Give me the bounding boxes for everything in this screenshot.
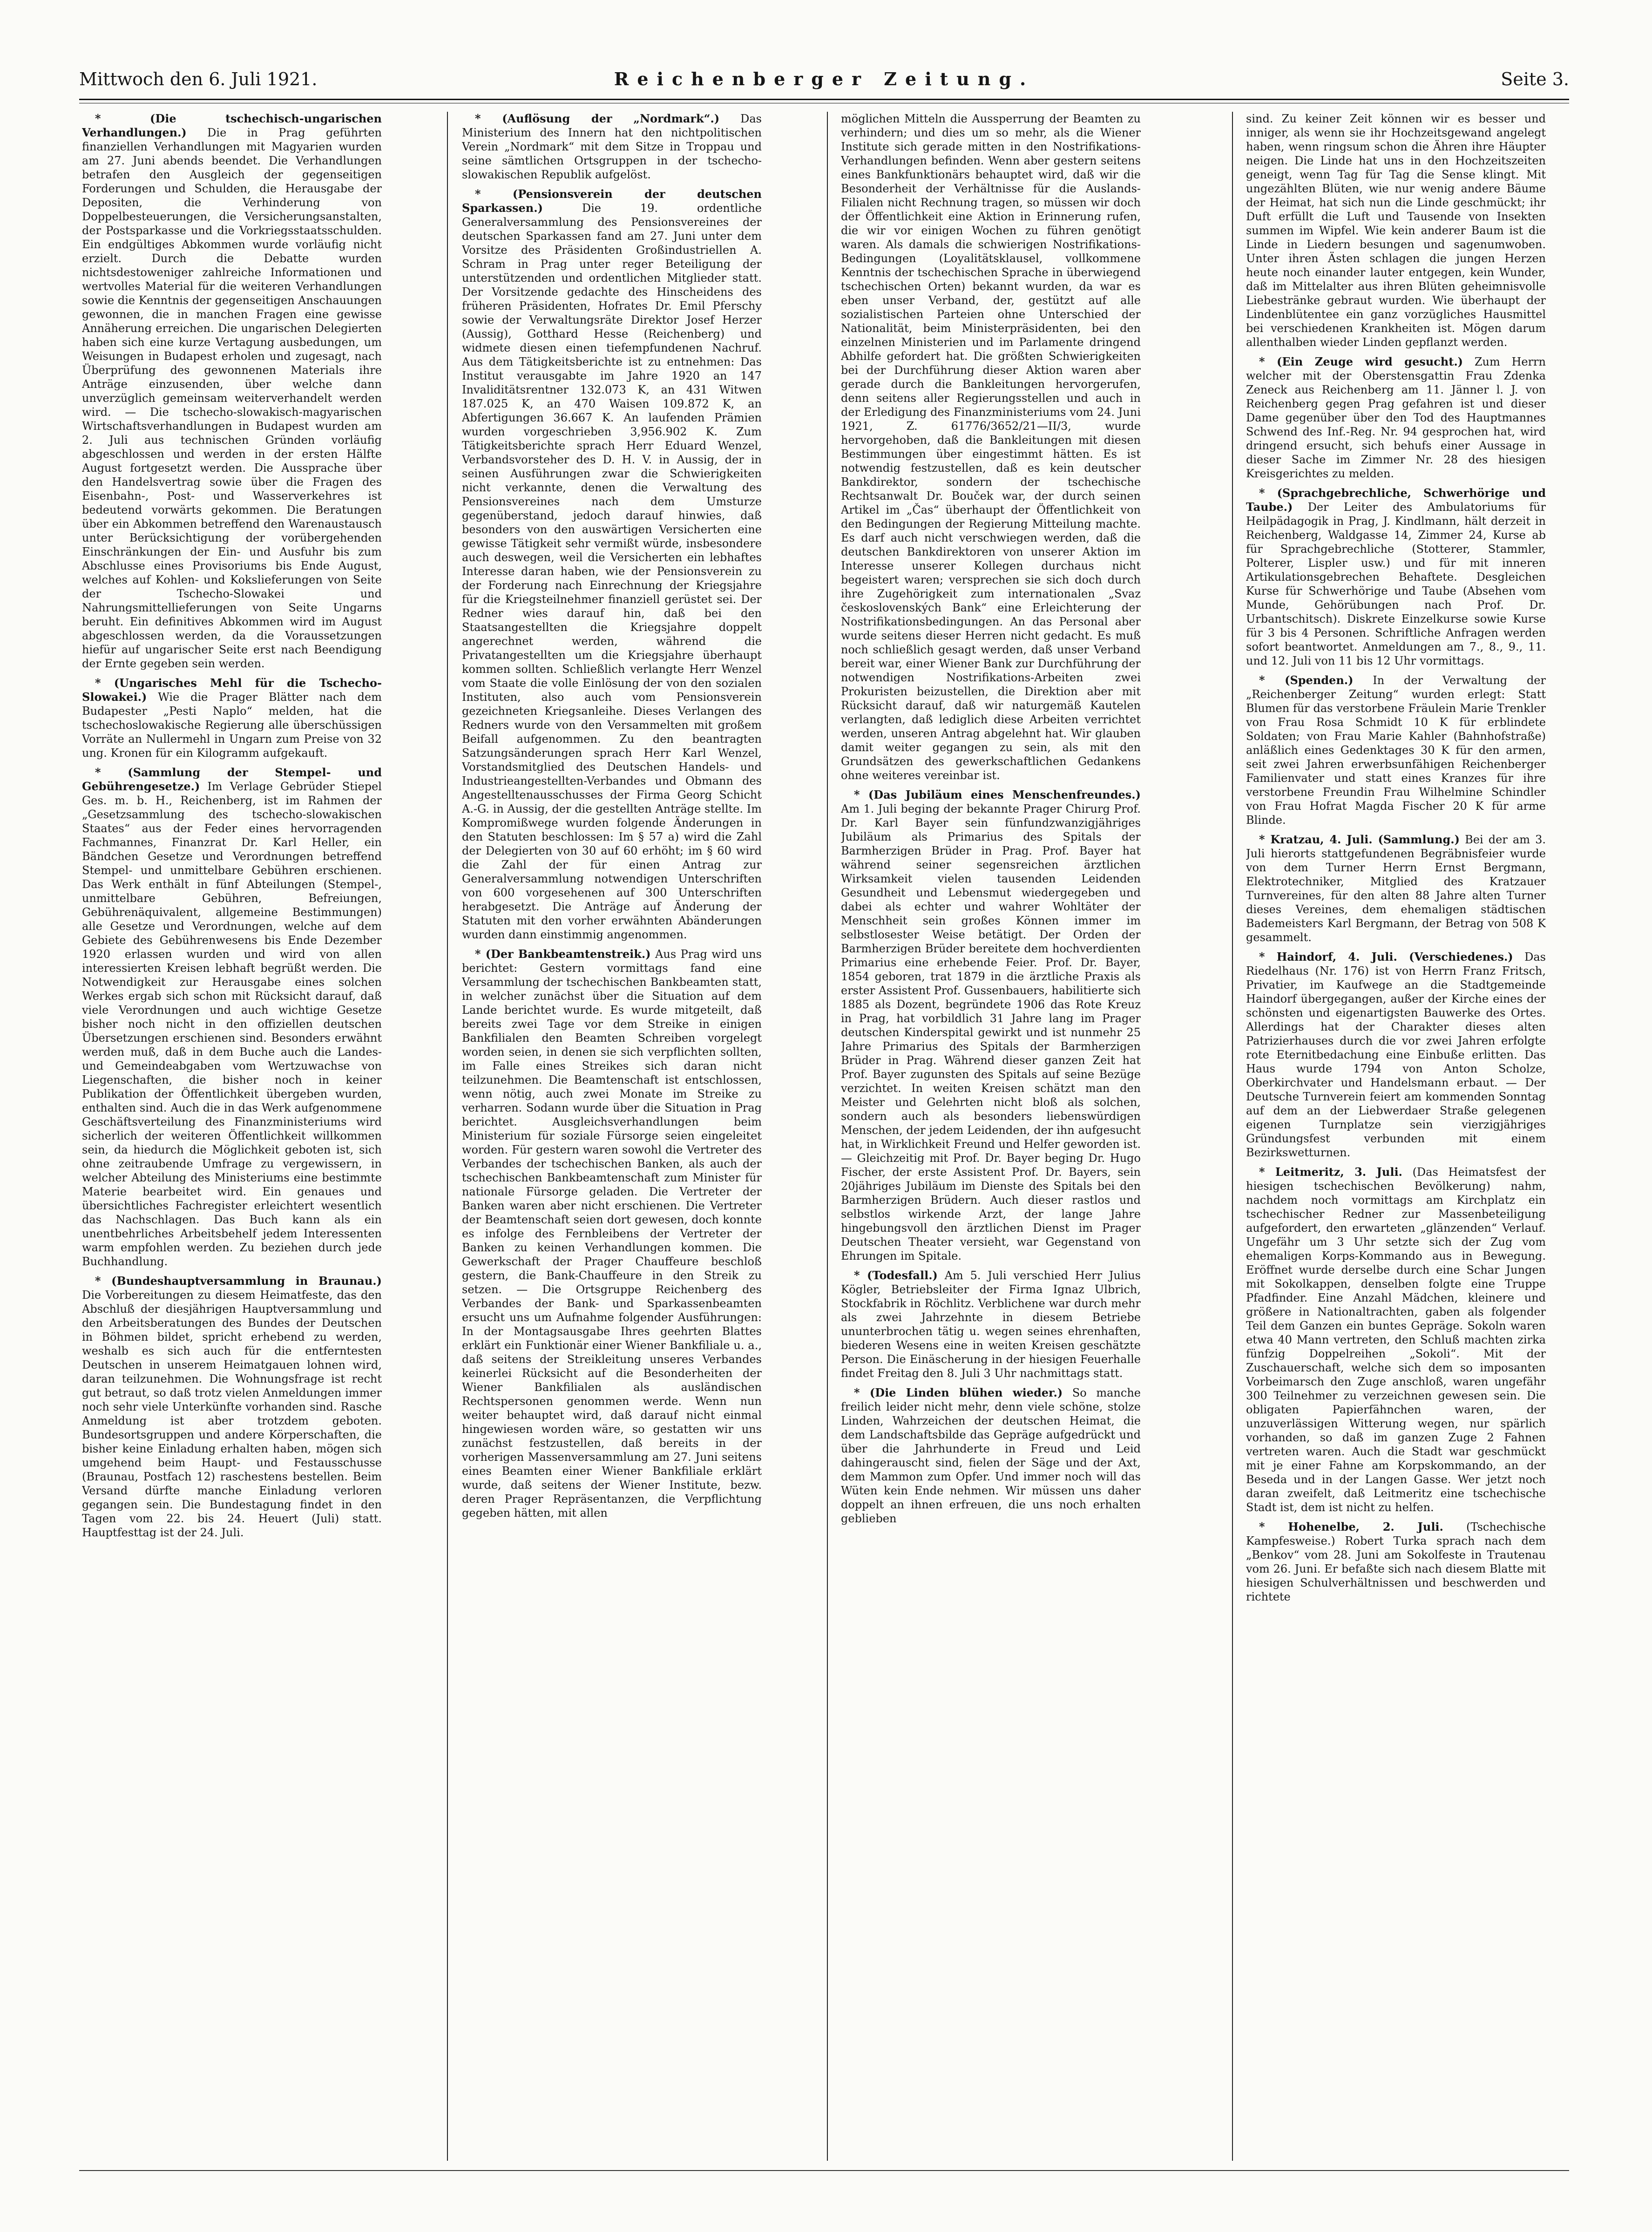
- page-header: [79, 65, 1569, 99]
- article: [1246, 355, 1546, 481]
- article-headline: * (Bundeshauptversammlung in Braunau.): [95, 1274, 382, 1288]
- article: [841, 1386, 1141, 1526]
- article: [462, 187, 762, 942]
- article-headline: * (Spenden.): [1259, 673, 1354, 687]
- column-2: [462, 112, 762, 2161]
- article-headline: * Leitmeritz, 3. Juli.: [1259, 1165, 1402, 1179]
- article: [82, 112, 382, 671]
- article: [841, 788, 1141, 1263]
- article: [1246, 486, 1546, 668]
- column-1: [82, 112, 382, 2161]
- article: [1246, 950, 1546, 1160]
- article-headline: * (Pensionsverein der deutschen Sparkassen.): [462, 187, 762, 215]
- article-text: Zum Herrn welcher mit der Oberstensgattin Frau Zdenka Zeneck aus Reichenberg am 11. Jänner l. J. von Reichenberg gegen Prag gefahren ist und dieser Dame gegenüber über den Tod des Hauptmannes Schwend des Inf.-Reg. Nr. 94 gesprochen hat, wird dringend ersucht, sich behufs einer Aussage in dieser Sache im Zimmer Nr. 28 des hiesigen Kreisgerichtes zu melden.: [1246, 355, 1546, 480]
- newspaper-title: Reichenberger Zeitung.: [614, 68, 1035, 89]
- article-headline: * Hohenelbe, 2. Juli.: [1259, 1520, 1443, 1533]
- column-divider: [447, 112, 448, 2161]
- article-headline: * (Der Bankbeamtenstreik.): [475, 947, 651, 961]
- article-text: In der Verwaltung der „Reichenberger Zeitung“ wurden erlegt: Statt Blumen für das verstorbene Fräulein Marie Trenkler von Frau Rosa Schmidt 10 K für erblindete Soldaten; von Frau Marie Kahler (Bahnhofstraße) anläßlich eines Gedenktages 30 K für den armen, seit zwei Jahren erwerbsunfähigen Reichenberger Familienvater und statt eines Kranzes für ihre verstorbene Freundin Frau Wilhelmine Schindler von Frau Hofrat Magda Fischer 20 K für arme Blinde.: [1246, 674, 1546, 827]
- article: [841, 1269, 1141, 1380]
- article: [82, 1274, 382, 1540]
- article-headline: * (Auflösung der „Nordmark“.): [475, 112, 720, 125]
- article-text: Die 19. ordentliche Generalversammlung des Pensionsvereines der deutschen Sparkassen fand am 27. Juni unter dem Vorsitze des Präsidenten Großindustriellen A. Schram in Prag unter reger Beteiligung der unterstützenden und ordentlichen Mitglieder statt. Der Vorsitzende gedachte des Hinscheidens des früheren Präsidenten, Hofrates Dr. Emil Pferschy sowie der Verwaltungsräte Direktor Josef Herzer (Aussig), Gotthard Hesse (Reichenberg) und widmete diesen einen tiefempfundenen Nachruf. Aus dem Tätigkeitsberichte ist zu entnehmen: Das Institut verausgabte im Jahre 1920 an 147 Invaliditätsrentner 132.073 K, an 431 Witwen 187.025 K, an 470 Waisen 109.872 K, an Abfertigungen 36.667 K. An laufenden Prämien wurden vorgeschrieben 3,956.902 K. Zum Tätigkeitsberichte sprach Herr Eduard Wenzel, Verbandsvorsteher des D. H. V. in Aussig, der in seinen Ausführungen zwar die Schwierigkeiten nicht verkannte, denen die Verwaltung des Pensionsvereines nach dem Umsturze gegenüberstand, jedoch darauf hinwies, daß besonders von den auswärtigen Versicherten eine gewisse Tätigkeit sehr vermißt würde, insbesondere auch deswegen, weil die Versicherten ein lebhaftes Interesse daran haben, wie der Pensionsverein zu der Forderung nach Einrechnung der Kriegsjahre für die Kriegsteilnehmer finanziell gerüstet sei. Der Redner wies darauf hin, daß bei den Staatsangestellten die Kriegsjahre doppelt angerechnet werden, während die Privatangestellten um die Kriegsjahre überhaupt kommen sollten. Schließlich verlangte Herr Wenzel vom Staate die volle Einlösung der von den sozialen Instituten, also auch vom Pensionsverein gezeichneten Kriegsanleihe. Dieses Verlangen des Redners wurde von den Versammelten mit großem Beifall aufgenommen. Zu den beantragten Satzungsänderungen sprach Herr Karl Wenzel, Vorstandsmitglied des Deutschen Handels- und Industrieangestellten-Verbandes und Obmann des Angestelltenausschusses der Firma Georg Schicht A.-G. in Aussig, der die gestellten Anträge stellte. Im Kompromißwege wurden folgende Änderungen in den Statuten beschlossen: Im § 57 a) wird die Zahl der Delegierten von 30 auf 60 erhöht; im § 60 wird die Zahl der für einen Antrag zur Generalversammlung notwendigen Unterschriften von 600 vorgesehenen auf 300 Unterschriften herabgesetzt. Die Anträge auf Änderung der Statuten mit den vorher erwähnten Abänderungen wurden dann einstimmig angenommen.: [462, 202, 762, 941]
- article: [462, 947, 762, 1520]
- article-text: (Das Heimatsfest der hiesigen tschechischen Bevölkerung) nahm, nachdem noch vormittags am Kirchplatz ein tschechischer Redner zur Massenbeteiligung aufgefordert, den erwarteten „glänzenden“ Verlauf. Ungefähr um 3 Uhr setzte sich der Zug vom ehemaligen Korps-Kommando aus in Bewegung. Eröffnet wurde derselbe durch eine Schar Jungen mit Sokolkappen, denselben folgte eine Truppe Pfadfinder. Eine Anzahl Mädchen, kleinere und größere in Nationaltrachten, gaben als folgender Teil dem Ganzen ein buntes Gepräge. Sokoln waren etwa 40 Mann vertreten, den Schluß machten zirka fünfzig Doppelreihen „Sokoli“. Mit der Zuschauerschaft, welche sich dem so imposanten Vorbeimarsch den Zuge anschloß, waren ungefähr 300 Teilnehmer zu verzeichnen gewesen sein. Die obligaten Papierfähnchen waren, der unzuverlässigen Witterung wegen, nur spärlich vorhanden, so daß im ganzen Zuge 2 Fahnen vertreten waren. Auch die Stadt war geschmückt mit je einer Fahne am Korpskommando, an der Beseda und in der Langen Gasse. Wer jetzt noch daran zweifelt, daß Leitmeritz eine tschechische Stadt ist, dem ist nicht zu helfen.: [1246, 1166, 1546, 1514]
- column-4: [1246, 112, 1546, 2161]
- article-headline: * Haindorf, 4. Juli. (Verschiedenes.): [1259, 950, 1513, 963]
- article: [1246, 1520, 1546, 1604]
- header-date: Mittwoch den 6. Juli 1921.: [79, 69, 318, 89]
- article-headline: * (Ungarisches Mehl für die Tschecho-Slowakei.): [82, 676, 382, 704]
- article-text: möglichen Mitteln die Aussperrung der Beamten zu verhindern; und dies um so mehr, als die Wiener Institute sich gerade mitten in den Nostrifikations-Verhandlungen befinden. Wenn aber gestern seitens eines Bankfunktionärs behauptet wird, daß wir die Besonderheit der Verhältnisse für die Auslands-Filialen nicht Rechnung tragen, so müssen wir doch der Öffentlichkeit eine Aktion in Erinnerung rufen, die wir vor einigen Wochen zu führen genötigt waren. Als damals die schwierigen Nostrifikations-Bedingungen (Loyalitätsklausel, vollkommene Kenntnis der tschechischen Sprache in überwiegend tschechischen Orten) bekannt wurden, da war es eben unser Verband, der, gestützt auf alle sozialistischen Parteien ohne Unterschied der Nationalität, beim Ministerpräsidenten, bei den einzelnen Ministerien und im Parlamente dringend Abhilfe gefordert hat. Die größten Schwierigkeiten bei der Durchführung dieser Aktion waren aber gerade durch die Bankleitungen hervorgerufen, denn seitens aller Regierungsstellen und auch in der Erledigung des Finanzministeriums vom 24. Juni 1921, Z. 61776/3652/21—II/3, wurde hervorgehoben, daß die Bankleitungen mit diesen Bestimmungen über eingestimmt hätten. Es ist notwendig festzustellen, daß es kein deutscher Bankdirektor, sondern der tschechische Rechtsanwalt Dr. Bouček war, der durch seinen Artikel im „Čas“ überhaupt der Öffentlichkeit von den Bedingungen der Regierung Mitteilung machte. Es darf auch nicht verschwiegen werden, daß die deutschen Bankdirektoren von unserer Aktion im Interesse unserer Kollegen durchaus nicht begeistert waren; versprechen sie sich doch durch ihre Zugehörigkeit zum internationalen „Svaz československých Bank“ eine Erleichterung der Nostrifikationsbedingungen. An das Personal aber wurde seitens dieser Herren nicht gedacht. Es muß noch schließlich gesagt werden, daß unser Verband bereit war, einer Wiener Bank zur Durchführung der notwendigen Nostrifikations-Arbeiten zwei Prokuristen beizustellen, die Direktion aber mit Rücksicht darauf, daß wir naturgemäß Kautelen verlangten, daß lediglich diese Arbeiten verrichtet werden, unseren Antrag abgelehnt hat. Wir glauben damit weiter gegangen zu sein, als mit den Grundsätzen des gewerkschaftlichen Gedankens ohne weiteres vereinbar ist.: [841, 112, 1141, 782]
- column-3: [841, 112, 1141, 2161]
- article: [1246, 673, 1546, 827]
- article: [1246, 833, 1546, 944]
- article: [841, 112, 1141, 782]
- article-text: Das Riedelhaus (Nr. 176) ist von Herrn Franz Fritsch, Privatier, im Kaufwege an die Stadtgemeinde Haindorf übergegangen, außer der Kirche eines der schönsten und eigenartigsten Bauwerke des Ortes. Allerdings hat der Charakter dieses alten Patrizierhauses durch die vor zwei Jahren erfolgte rote Eternitbedachung eine Einbuße erlitten. Das Haus wurde 1794 von Anton Scholze, Oberkirchvater und Handelsmann erbaut. — Der Deutsche Turnverein feiert am kommenden Sonntag auf dem an der Liebwerdaer Straße gelegenen eigenen Turnplatze sein vierzigjähriges Gründungsfest verbunden mit einem Bezirkswetturnen.: [1246, 950, 1546, 1159]
- article-text: Am 5. Juli verschied Herr Julius Kögler, Betriebsleiter der Firma Ignaz Ulbrich, Stockfabrik in Röchlitz. Verblichene war durch mehr als zwei Jahrzehnte in diesem Betriebe ununterbrochen tätig u. wegen seines ehrenhaften, biederen Wesens eine in weiten Kreisen geschätzte Person. Die Einäscherung in der hiesigen Feuerhalle findet Freitag den 8. Juli 3 Uhr nachmittags statt.: [841, 1269, 1141, 1380]
- article-text: Aus Prag wird uns berichtet: Gestern vormittags fand eine Versammlung der tschechischen Bankbeamten statt, in welcher zunächst über die Situation auf dem Lande berichtet wurde. Es wurde mitgeteilt, daß bereits zwei Tage vor dem Streike in einigen Bankfilialen den Beamten Schreiben vorgelegt worden seien, in denen sie sich verpflichten sollten, im Falle eines Streikes sich daran nicht teilzunehmen. Die Beamtenschaft ist entschlossen, wenn nötig, auch zwei Monate im Streike zu verharren. Sodann wurde über die Situation in Prag berichtet. Ausgleichsverhandlungen beim Ministerium für soziale Fürsorge seien eingeleitet worden. Für gestern waren sowohl die Vertreter des Verbandes der tschechischen Banken, als auch der tschechischen Bankbeamtenschaft zum Minister für nationale Fürsorge geladen. Die Vertreter der Banken waren aber nicht erschienen. Die Vertreter der Beamtenschaft seien dort gewesen, doch konnte es infolge des Fernbleibens der Vertreter der Banken zu keinen Verhandlungen kommen. Die Gewerkschaft der Prager Chauffeure beschloß gestern, die Bank-Chauffeure in den Streik zu setzen. — Die Ortsgruppe Reichenberg des Verbandes der Bank- und Sparkassenbeamten ersucht uns um Aufnahme folgender Ausführungen: In der Montagsausgabe Ihres geehrten Blattes erklärt ein Funktionär einer Wiener Bankfiliale u. a., daß seitens der Streikleitung unseres Verbandes keinerlei Rücksicht auf die Besonderheiten der Wiener Bankfilialen als ausländischen Rechtspersonen genommen werde. Wenn nun weiter behauptet wird, daß darauf nicht einmal hingewiesen worden wäre, so gestatten wir uns zunächst festzustellen, daß bereits in der vorherigen Massenversammlung am 27. Juni seitens eines Beamten einer Wiener Bankfiliale erklärt wurde, daß seitens der Wiener Institute, bezw. deren Prager Repräsentanzen, die Verpflichtung gegeben hätten, mit allen: [462, 948, 762, 1520]
- article-headline: * (Das Jubiläum eines Menschenfreundes.): [854, 788, 1141, 801]
- article-text: Wie die Prager Blätter nach dem Budapester „Pesti Naplo“ melden, hat die tschechoslowakische Regierung alle überschüssigen Vorräte an Nullermehl in Ungarn zum Preise von 32 ung. Kronen für ein Kilogramm aufgekauft.: [82, 691, 382, 760]
- article-text: (Tschechische Kampfesweise.) Robert Turka sprach nach dem „Benkov“ vom 28. Juni am Sokolfeste in Trautenau vom 26. Juni. Er befaßte sich nach diesem Blatte mit hiesigen Schulverhältnissen und beschwerden und richtete: [1246, 1520, 1546, 1603]
- article-headline: * Kratzau, 4. Juli. (Sammlung.): [1259, 833, 1460, 846]
- column-divider: [1232, 112, 1233, 2161]
- article-headline: * (Todesfall.): [854, 1269, 938, 1282]
- article-text: Am 1. Juli beging der bekannte Prager Chirurg Prof. Dr. Karl Bayer sein fünfundzwanzigjähriges Jubiläum als Primarius des Spitals der Barmherzigen Brüder in Prag. Prof. Bayer hat während seiner segensreichen ärztlichen Wirksamkeit vielen tausenden Leidenden Gesundheit und Lebensmut wiedergegeben und dabei als echter und wahrer Wohltäter der Menschheit sein großes Können immer im selbstlosester Weise betätigt. Der Orden der Barmherzigen Brüder bereitete dem hochverdienten Primarius eine erhebende Feier. Prof. Dr. Bayer, 1854 geboren, trat 1879 in die ärztliche Praxis als erster Assistent Prof. Gussenbauers, habilitierte sich 1885 als Dozent, begründete 1906 das Rote Kreuz in Prag, hat vorbildlich 31 Jahre lang im Prager deutschen Kinderspital gewirkt und ist nunmehr 25 Jahre Primarius des Spitals der Barmherzigen Brüder in Prag. Während dieser ganzen Zeit hat Prof. Bayer zugunsten des Spitals auf seine Bezüge verzichtet. In weiten Kreisen schätzt man den Meister und Gelehrten nicht bloß als solchen, sondern auch als besonders liebenswürdigen Menschen, der jedem Leidenden, der ihn aufgesucht hat, in Wirklichkeit Freund und Helfer geworden ist. — Gleichzeitig mit Prof. Dr. Bayer beging Dr. Hugo Fischer, der erste Assistent Prof. Dr. Bayers, sein 20jähriges Jubiläum im Dienste des Spitals bei den Barmherzigen Brüdern. Auch dieser rastlos und selbstlos wirkende Arzt, der lange Jahre hingebungsvoll den ärztlichen Dienst im Prager Deutschen Theater versieht, war Gegenstand von Ehrungen im Spitale.: [841, 802, 1141, 1262]
- article-headline: * (Sprachgebrechliche, Schwerhörige und Taube.): [1246, 486, 1546, 514]
- article-text: So manche freilich leider nicht mehr, denn viele schöne, stolze Linden, Wahrzeichen der deutschen Heimat, die dem Landschaftsbilde das Gepräge aufgedrückt und über die Jahrhunderte in Freud und Leid dahingerauscht sind, fielen der Säge und der Axt, dem Mammon zum Opfer. Und immer noch will das Wüten kein Ende nehmen. Wir müssen uns daher doppelt an ihnen erfreuen, die uns noch erhalten geblieben: [841, 1386, 1141, 1525]
- article-text: Das Ministerium des Innern hat den nichtpolitischen Verein „Nordmark“ mit dem Sitze in Troppau und seine sämtlichen Ortsgruppen in der tschecho-slowakischen Republik aufgelöst.: [462, 112, 762, 181]
- article-headline: * (Ein Zeuge wird gesucht.): [1259, 355, 1463, 368]
- header-rule: [79, 99, 1569, 103]
- article: [1246, 1165, 1546, 1514]
- article: [82, 766, 382, 1269]
- column-divider: [827, 112, 828, 2161]
- article-text: Im Verlage Gebrüder Stiepel Ges. m. b. H., Reichenberg, ist im Rahmen der „Gesetzsammlung des tschecho-slowakischen Staates“ aus der Feder eines hervorragenden Fachmannes, Finanzrat Dr. Karl Heller, ein Bändchen Gesetze und Verordnungen betreffend Stempel- und unmittelbare Gebühren erschienen. Das Werk enthält in fünf Abteilungen (Stempel-, unmittelbare Gebühren, Befreiungen, Gebührenäquivalent, allgemeine Bestimmungen) alle Gesetze und Verordnungen, welche auf dem Gebiete des Gebührenwesens bis Ende Dezember 1920 erlassen wurden und wird von allen interessierten Kreisen lebhaft begrüßt werden. Die Notwendigkeit zur Herausgabe eines solchen Werkes ergab sich schon mit Rücksicht darauf, daß viele Verordnungen und auch wichtige Gesetze bisher noch nicht in den offiziellen deutschen Übersetzungen erschienen sind. Besonders erwähnt werden muß, daß in dem Buche auch die Landes- und Gemeindeabgaben vom Wertzuwachse von Liegenschaften, die bisher noch in keiner Publikation der Öffentlichkeit übergeben wurden, enthalten sind. Auch die in das Werk aufgenommene Geschäftsverteilung des Finanzministeriums wird sicherlich der weiteren Öffentlichkeit willkommen sein, da hiedurch die Möglichkeit geboten ist, sich ohne zeitraubende Umfrage zu vergewissern, in welcher Abteilung des Ministeriums eine bestimmte Materie bearbeitet wird. Ein genaues und übersichtliches Fachregister erleichtert wesentlich das Nachschlagen. Das Buch kann als ein unentbehrliches Arbeitsbehelf jedem Interessenten warm empfohlen werden. Zu beziehen durch jede Buchhandlung.: [82, 780, 382, 1268]
- article-text: sind. Zu keiner Zeit können wir es besser und inniger, als wenn sie ihr Hochzeitsgewand angelegt haben, wenn ringsum schon die Ähren ihre Häupter neigen. Die Linde hat uns in den Hochzeitszeiten geneigt, wenn Tag für Tag die Sense klingt. Mit ungezählten Blüten, wie nur wenig andere Bäume der Heimat, hat sich nun die Linde geschmückt; ihr Duft erfüllt die Luft und Tausende von Insekten summen im Wipfel. Wie kein anderer Baum ist die Linde in Liedern besungen und sagenumwoben. Unter ihren Ästen schlagen die jungen Herzen heute noch einander lauter entgegen, kein Wunder, daß im Mittelalter aus ihren Blüten geheimnisvolle Liebestränke gebraut wurden. Wie überhaupt der Lindenblütentee ein ganz vorzügliches Hausmittel bei verschiedenen Krankheiten ist. Mögen darum allenthalben wieder Linden gepflanzt werden.: [1246, 112, 1546, 349]
- article-headline: * (Sammlung der Stempel- und Gebührengesetze.): [82, 766, 382, 793]
- article-headline: * (Die Linden blühen wieder.): [854, 1386, 1063, 1399]
- article-text: Die Vorbereitungen zu diesem Heimatfeste, das den Abschluß der diesjährigen Hauptversammlung und den Arbeitsberatungen des Bundes der Deutschen in Böhmen bildet, spricht erhebend zu werden, weshalb es sich auch für die entferntesten Deutschen in unserem Heimatgauen lohnen wird, daran teilzunehmen. Die Wohnungsfrage ist recht gut betraut, so daß trotz vielen Anmeldungen immer noch sehr viele Unterkünfte vorhanden sind. Rasche Anmeldung ist aber trotzdem geboten. Bundesortsgruppen und andere Körperschaften, die bisher keine Einladung erhalten haben, mögen sich umgehend beim Haupt- und Festausschusse (Braunau, Postfach 12) raschestens bestellen. Beim Versand dürfte manche Einladung verloren gegangen sein. Die Bundestagung findet in den Tagen vom 22. bis 24. Heuert (Juli) statt. Hauptfesttag ist der 24. Juli.: [82, 1289, 382, 1539]
- footer-rule: [79, 2170, 1569, 2171]
- article-text: Bei der am 3. Juli hierorts stattgefundenen Begräbnisfeier wurde von dem Turner Herrn Ernst Bergmann, Elektrotechniker, Mitglied des Kratzauer Turnvereines, für den alten 88 Jahre alten Turner dieses Vereines, dem ehemaligen städtischen Bademeisters Karl Bergmann, der Betrag von 508 K gesammelt.: [1246, 833, 1546, 944]
- page-number: Seite 3.: [1501, 69, 1569, 89]
- article: [1246, 112, 1546, 349]
- article: [82, 676, 382, 760]
- article-text: Die in Prag geführten finanziellen Verhandlungen mit Magyarien wurden am 27. Juni abends beendet. Die Verhandlungen betrafen den Ausgleich der gegenseitigen Forderungen und Schulden, die Herausgabe der Depositen, die Verhinderung von Doppelbesteuerungen, die Versicherungsanstalten, der Postsparkasse und die Vorkriegsstaatsschulden. Ein endgültiges Abkommen wurde vorläufig nicht erzielt. Durch die Debatte wurden nichtsdestoweniger zahlreiche Informationen und wertvolles Material für die weiteren Verhandlungen sowie die Kenntnis der gegenseitigen Anschauungen gewonnen, die in manchen Fragen eine gewisse Annäherung erreichen. Die ungarischen Delegierten haben sich eine kurze Vertagung ausbedungen, um Weisungen in Budapest erholen und zugesagt, nach Überprüfung des gewonnenen Materials ihre Anträge einzusenden, über welche dann unverzüglich gemeinsam weiterverhandelt werden wird. — Die tschecho-slowakisch-magyarischen Wirtschaftsverhandlungen in Budapest wurden am 2. Juli aus technischen Gründen vorläufig abgeschlossen und werden in der ersten Hälfte August fortgesetzt werden. Die Aussprache über den Handelsvertrag sowie über die Fragen des Eisenbahn-, Post- und Wasserverkehres ist bedeutend vorwärts gekommen. Die Beratungen über ein Abkommen betreffend den Warenaustausch unter Berücksichtigung der vorübergehenden Einschränkungen der Ein- und Ausfuhr bis zum Abschlusse eines Provisoriums bis Ende August, welches auf Kohlen- und Kokslieferungen von Seite der Tschecho-Slowakei und Nahrungsmittellieferungen von Seite Ungarns beruht. Ein definitives Abkommen wird im August abgeschlossen werden, da die Voraussetzungen hiefür auf ungarischer Seite erst nach Beendigung der Ernte gegeben sein werden.: [82, 126, 382, 670]
- article-text: Der Leiter des Ambulatoriums für Heilpädagogik in Prag, J. Kindlmann, hält derzeit in Reichenberg, Waldgasse 14, Zimmer 24, Kurse ab für Sprachgebrechliche (Stotterer, Stammler, Polterer, Lispler usw.) und für mit inneren Artikulationsgebrechen Behaftete. Desgleichen Kurse für Schwerhörige und Taube (Absehen vom Munde, Gehörübungen nach Prof. Dr. Urbantschitsch). Diskrete Einzelkurse sowie Kurse für 3 bis 4 Personen. Schriftliche Anfragen werden sofort beantwortet. Anmeldungen am 7., 8., 9., 11. und 12. Juli von 11 bis 12 Uhr vormittags.: [1246, 501, 1546, 667]
- article-headline: * (Die tschechisch-ungarischen Verhandlungen.): [82, 112, 382, 139]
- article: [462, 112, 762, 182]
